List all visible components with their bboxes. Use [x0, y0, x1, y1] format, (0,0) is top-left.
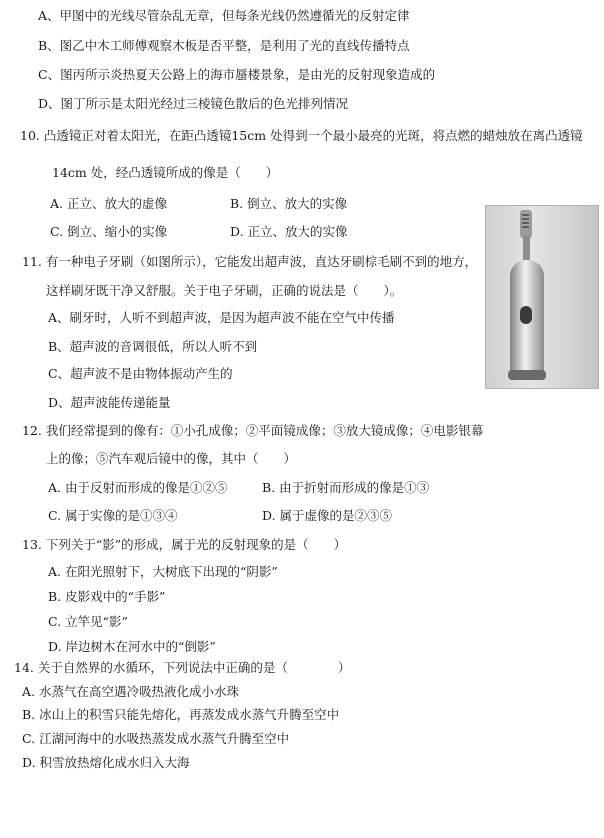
q13-stem: 13. 下列关于“影”的形成，属于光的反射现象的是（ ）: [22, 537, 347, 552]
q11-stem-line2: 这样刷牙既干净又舒服。关于电子牙刷，正确的说法是（ ）。: [46, 283, 403, 298]
q10-stem-line1: 10. 凸透镜正对着太阳光，在距凸透镜15cm 处得到一个最小最亮的光斑，将点燃的蜡烛放在离凸透镜: [20, 128, 583, 143]
prev-option-c: C、图丙所示炎热夏天公路上的海市蜃楼景象，是由光的反射现象造成的: [38, 67, 436, 82]
q10-option-d: D. 正立、放大的实像: [230, 224, 348, 239]
q14-option-b: B. 冰山上的积雪只能先熔化，再蒸发成水蒸气升腾至空中: [22, 707, 340, 722]
q11-stem-line1: 11. 有一种电子牙刷（如图所示），它能发出超声波，直达牙刷棕毛刷不到的地方，: [22, 254, 478, 269]
toothbrush-button: [520, 306, 532, 324]
q10-option-c: C. 倒立、缩小的实像: [50, 224, 168, 239]
q14-option-a: A. 水蒸气在高空遇冷吸热液化成小水珠: [22, 684, 239, 699]
q13-option-c: C. 立竿见“影”: [48, 614, 128, 629]
q14-option-c: C. 江湖河海中的水吸热蒸发成水蒸气升腾至空中: [22, 731, 290, 746]
q11-option-d: D、超声波能传递能量: [48, 395, 171, 410]
prev-option-a: A、甲图中的光线尽管杂乱无章，但每条光线仍然遵循光的反射定律: [38, 8, 410, 23]
prev-option-b: B、图乙中木工师傅观察木板是否平整，是利用了光的直线传播特点: [38, 38, 410, 53]
q12-stem-line2: 上的像；⑤汽车观后镜中的像，其中（ ）: [46, 451, 297, 466]
q13-option-a: A. 在阳光照射下，大树底下出现的“阴影”: [48, 564, 278, 579]
toothbrush-base: [508, 370, 546, 380]
q12-option-b: B. 由于折射而形成的像是①③: [262, 480, 430, 495]
q10-option-b: B. 倒立、放大的实像: [230, 196, 348, 211]
q14-option-d: D. 积雪放热熔化成水归入大海: [22, 755, 190, 770]
q11-option-b: B、超声波的音调很低，所以人听不到: [48, 339, 258, 354]
q13-option-b: B. 皮影戏中的“手影”: [48, 589, 166, 604]
q10-option-a: A. 正立、放大的虚像: [50, 196, 167, 211]
q11-option-c: C、超声波不是由物体振动产生的: [48, 366, 233, 381]
q12-stem-line1: 12. 我们经常提到的像有：①小孔成像；②平面镜成像；③放大镜成像；④电影银幕: [22, 423, 484, 438]
toothbrush-neck: [523, 236, 530, 262]
q10-stem-line2: 14cm 处，经凸透镜所成的像是（ ）: [52, 165, 279, 180]
q13-option-d: D. 岸边树木在河水中的“倒影”: [48, 639, 216, 654]
q12-option-a: A. 由于反射而形成的像是①②⑤: [48, 480, 228, 495]
toothbrush-bristles: [522, 212, 529, 228]
q12-option-c: C. 属于实像的是①③④: [48, 508, 178, 523]
electric-toothbrush-photo: [485, 205, 599, 389]
prev-option-d: D、图丁所示是太阳光经过三棱镜色散后的色光排列情况: [38, 96, 349, 111]
q11-option-a: A、刷牙时，人听不到超声波，是因为超声波不能在空气中传播: [48, 310, 395, 325]
q12-option-d: D. 属于虚像的是②③⑤: [262, 508, 393, 523]
q14-stem: 14. 关于自然界的水循环，下列说法中正确的是（ ）: [14, 660, 351, 675]
